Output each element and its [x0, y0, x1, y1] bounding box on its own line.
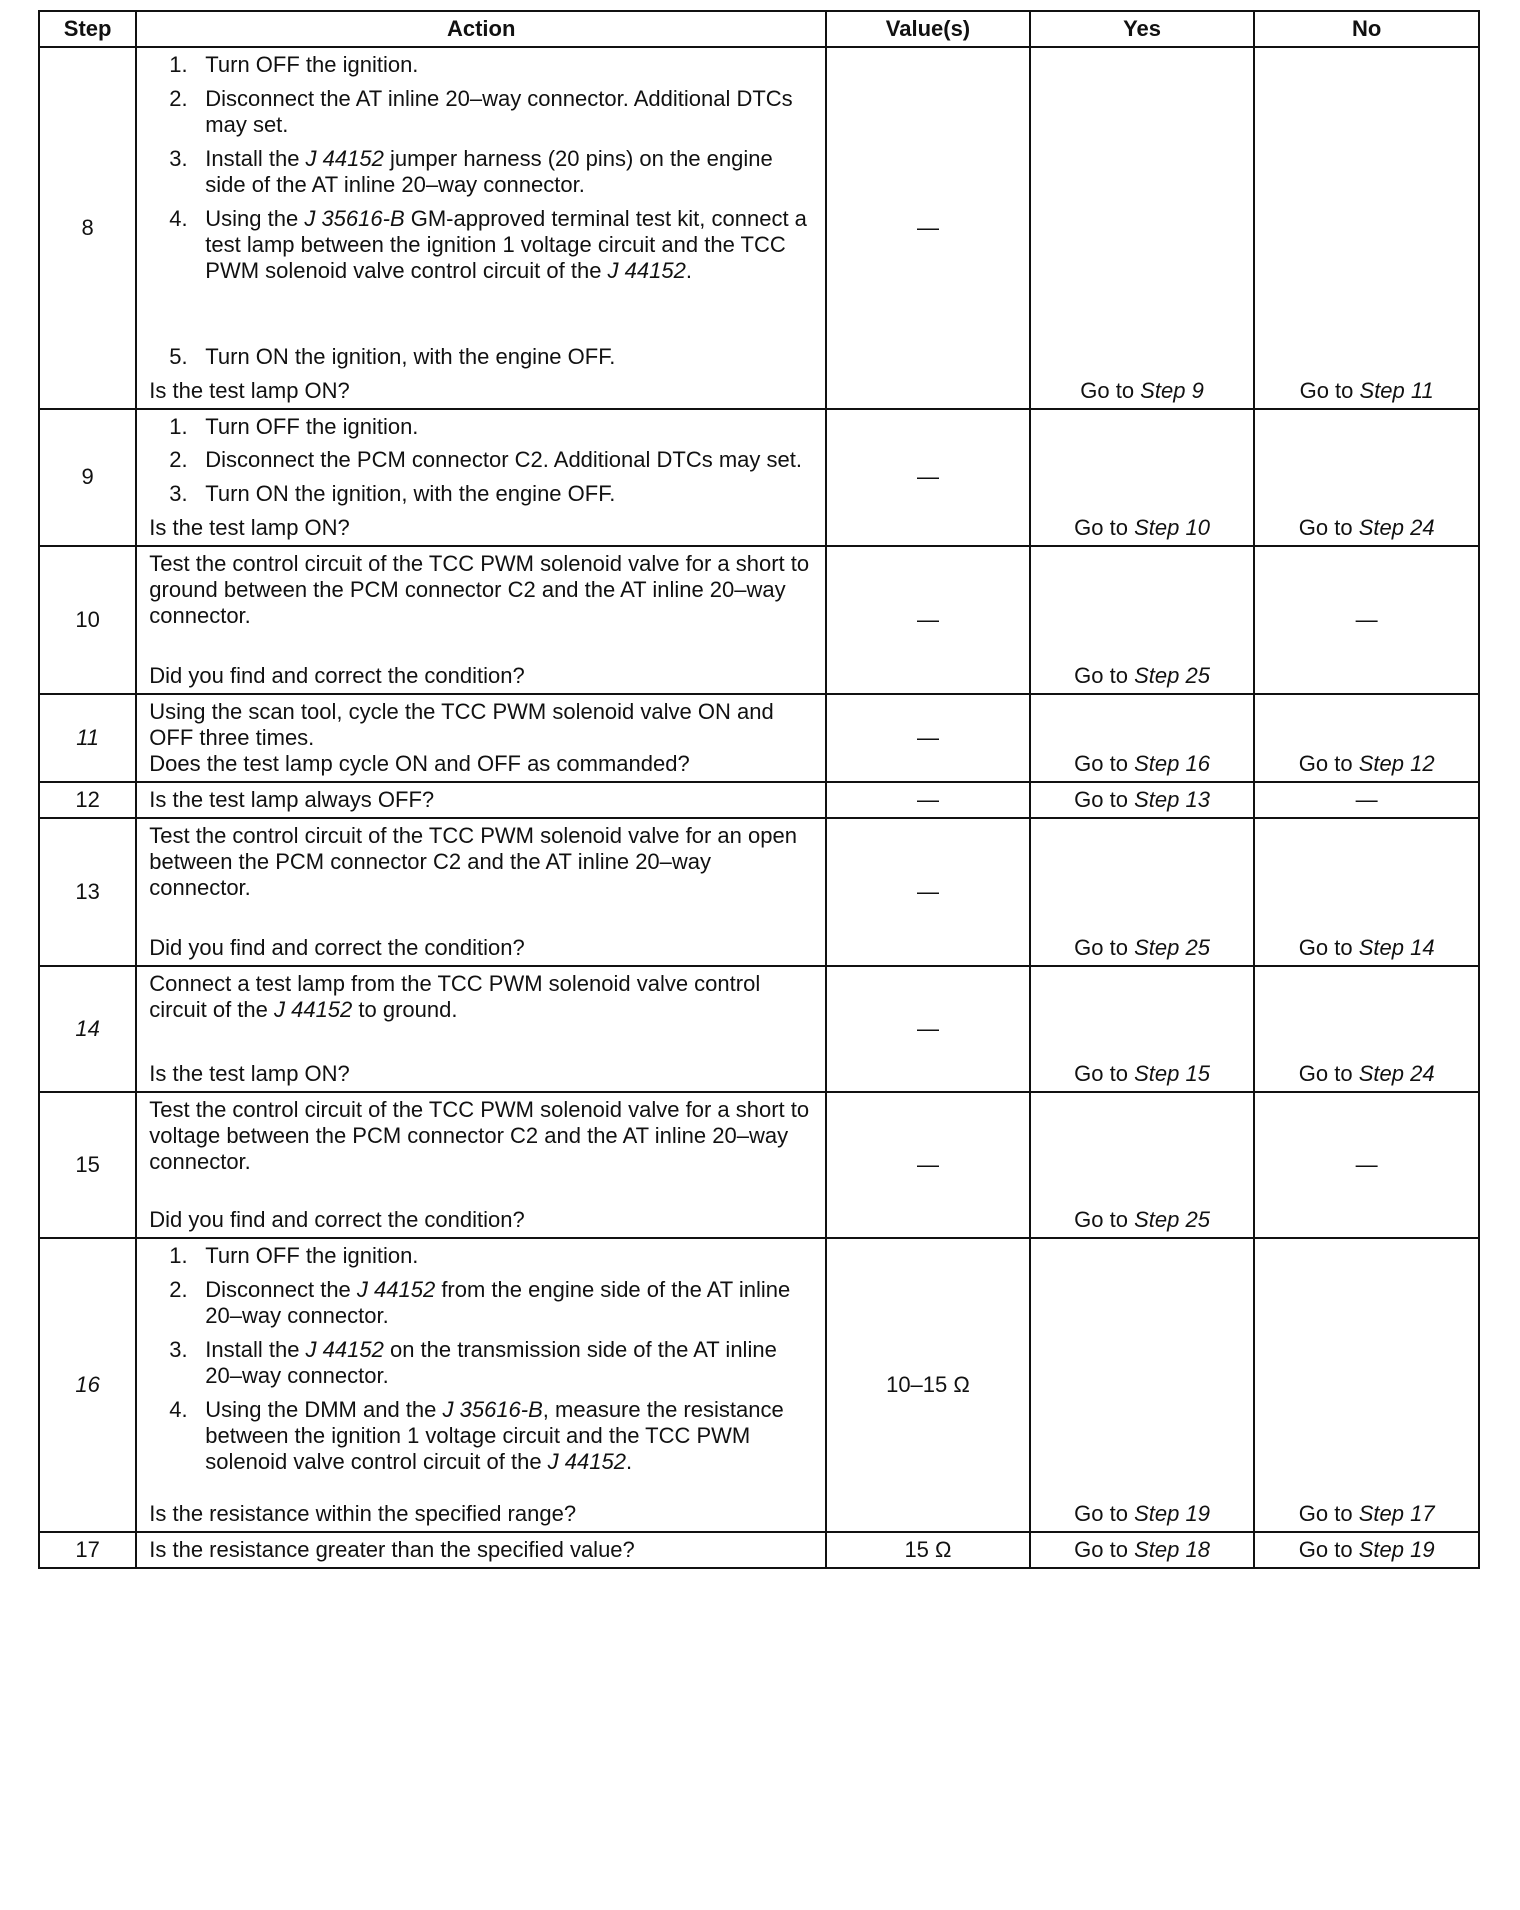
header-action: Action — [136, 11, 826, 47]
tool-reference: J 35616-B — [442, 1396, 543, 1422]
action-text: to ground. — [352, 997, 458, 1023]
item-number: 1. — [169, 413, 188, 439]
no-cell — [1254, 1092, 1479, 1238]
no-goto — [1255, 378, 1478, 404]
action-step-item — [149, 1337, 817, 1389]
step-word: Step — [1359, 377, 1405, 403]
action-question: Is the test lamp ON? — [149, 377, 350, 403]
table-row — [39, 1238, 1479, 1532]
action-cell — [136, 818, 826, 966]
action-description: Test the control circuit of the TCC PWM solenoid valve for an open between the PCM connector C2 and the AT inline 20–way connector. — [149, 823, 797, 901]
action-question: Did you find and correct the condition? — [149, 663, 525, 689]
action-text: Disconnect the AT inline 20–way connector. Additional DTCs may set. — [205, 85, 793, 137]
yes-goto — [1031, 1537, 1254, 1563]
action-text: Install the — [205, 1337, 306, 1363]
action-text: Disconnect the PCM connector C2. Additional DTCs may set. — [205, 447, 802, 473]
table-row — [39, 782, 1479, 818]
no-goto — [1255, 1501, 1478, 1527]
step-number: 15 — [39, 1092, 136, 1238]
step-number: 14 — [39, 966, 136, 1092]
no-cell — [1254, 546, 1479, 694]
yes-goto — [1031, 378, 1254, 404]
action-cell — [136, 966, 826, 1092]
action-description: Test the control circuit of the TCC PWM solenoid valve for a short to ground between the PCM connector C2 and the AT inline 20–way connector. — [149, 551, 810, 629]
value-cell: — — [826, 966, 1030, 1092]
no-goto — [1255, 1061, 1478, 1087]
step-word: Step — [1134, 751, 1180, 777]
no-dash: — — [1355, 787, 1378, 813]
step-word: Step — [1358, 1537, 1404, 1563]
item-number: 4. — [169, 1396, 188, 1422]
item-number: 5. — [169, 343, 188, 369]
table-row — [39, 694, 1479, 782]
header-values: Value(s) — [826, 11, 1030, 47]
step-word: Step — [1358, 1061, 1404, 1087]
action-step-item — [149, 206, 817, 284]
action-text: GM-approved terminal test kit, connect a test lamp between the ignition 1 voltage circuit and the TCC PWM solenoid valve control circuit of the — [205, 205, 807, 283]
tool-reference: J 44152 — [305, 145, 384, 171]
no-cell — [1254, 47, 1479, 409]
yes-cell — [1030, 782, 1255, 818]
action-step-item — [149, 86, 817, 138]
no-dash: — — [1355, 1152, 1378, 1178]
action-text: Turn OFF the ignition. — [205, 413, 419, 439]
step-number: 12 — [39, 782, 136, 818]
no-goto — [1255, 1537, 1478, 1563]
action-text: Turn OFF the ignition. — [205, 1243, 419, 1269]
goto-label: Go to — [1298, 1537, 1359, 1563]
tool-reference: J 44152 — [273, 997, 353, 1023]
action-text: . — [625, 1448, 633, 1474]
header-no: No — [1254, 11, 1479, 47]
target-step-number: 25 — [1185, 1207, 1210, 1233]
target-step-number: 10 — [1185, 515, 1210, 541]
step-word: Step — [1134, 515, 1180, 541]
action-text: jumper harness (20 pins) on the engine side of the AT inline 20–way connector. — [205, 145, 773, 197]
target-step-number: 25 — [1185, 935, 1210, 961]
action-question: Does the test lamp cycle ON and OFF as commanded? — [149, 751, 690, 777]
goto-label: Go to — [1074, 1501, 1135, 1527]
action-text: Turn OFF the ignition. — [205, 52, 419, 77]
item-number: 2. — [169, 1277, 188, 1303]
no-goto — [1255, 515, 1478, 541]
action-step-item — [149, 1397, 817, 1475]
action-question: Is the test lamp always OFF? — [149, 787, 435, 813]
goto-label: Go to — [1299, 377, 1360, 403]
table-row — [39, 1532, 1479, 1568]
value-cell: — — [826, 694, 1030, 782]
yes-cell — [1030, 1238, 1255, 1532]
target-step-number: 17 — [1410, 1501, 1435, 1527]
goto-label: Go to — [1074, 1207, 1135, 1233]
action-description — [149, 971, 817, 1023]
step-number: 11 — [39, 694, 136, 782]
no-cell — [1254, 782, 1479, 818]
action-cell — [136, 1532, 826, 1568]
table-row — [39, 818, 1479, 966]
action-step-item — [149, 1243, 817, 1269]
no-goto — [1255, 751, 1478, 777]
item-number: 1. — [169, 1243, 188, 1269]
yes-cell — [1030, 1092, 1255, 1238]
yes-cell — [1030, 966, 1255, 1092]
yes-goto — [1031, 515, 1254, 541]
item-number: 2. — [169, 447, 188, 473]
tool-reference: J 44152 — [607, 257, 686, 283]
header-step: Step — [39, 11, 136, 47]
header-row — [39, 11, 1479, 47]
yes-cell — [1030, 694, 1255, 782]
action-cell — [136, 1238, 826, 1532]
item-number: 3. — [169, 481, 188, 507]
value-cell: — — [826, 409, 1030, 547]
action-step-item — [149, 447, 817, 473]
table-row — [39, 1092, 1479, 1238]
action-question: Is the test lamp ON? — [149, 515, 350, 541]
no-cell — [1254, 818, 1479, 966]
goto-label: Go to — [1298, 1501, 1359, 1527]
step-number: 10 — [39, 546, 136, 694]
yes-goto — [1031, 1061, 1254, 1087]
action-text: Connect a test lamp from the TCC PWM solenoid valve control circuit of the — [149, 971, 761, 1023]
tool-reference: J 44152 — [305, 1337, 384, 1363]
action-question: Is the resistance greater than the specified value? — [149, 1537, 635, 1563]
action-cell — [136, 1092, 826, 1238]
action-cell — [136, 47, 826, 409]
step-number: 16 — [39, 1238, 136, 1532]
table-row — [39, 409, 1479, 547]
no-dash: — — [1355, 607, 1378, 633]
step-word: Step — [1358, 751, 1404, 777]
no-goto — [1255, 935, 1478, 961]
action-question: Is the test lamp ON? — [149, 1061, 350, 1087]
no-cell — [1254, 966, 1479, 1092]
step-word: Step — [1134, 787, 1180, 813]
tool-reference: J 44152 — [547, 1448, 626, 1474]
step-word: Step — [1134, 1501, 1180, 1527]
action-text: , measure the resistance between the ignition 1 voltage circuit and the TCC PWM solenoid valve control circuit of the — [205, 1396, 784, 1474]
target-step-number: 16 — [1185, 751, 1210, 777]
goto-label: Go to — [1080, 377, 1141, 403]
action-step-item — [149, 52, 817, 78]
step-number: 8 — [39, 47, 136, 409]
goto-label: Go to — [1074, 751, 1135, 777]
value-cell: — — [826, 546, 1030, 694]
value-cell: 15 Ω — [826, 1532, 1030, 1568]
item-number: 1. — [169, 52, 188, 77]
yes-cell — [1030, 546, 1255, 694]
yes-goto — [1031, 1207, 1254, 1233]
diagnostic-table — [38, 10, 1480, 1569]
step-number: 9 — [39, 409, 136, 547]
value-cell: 10–15 Ω — [826, 1238, 1030, 1532]
header-yes: Yes — [1030, 11, 1255, 47]
yes-cell — [1030, 409, 1255, 547]
tool-reference: J 35616-B — [304, 205, 405, 231]
action-cell — [136, 694, 826, 782]
goto-label: Go to — [1074, 663, 1135, 689]
action-step-item — [149, 481, 817, 507]
tool-reference: J 44152 — [356, 1277, 436, 1303]
step-number: 13 — [39, 818, 136, 966]
no-cell — [1254, 694, 1479, 782]
yes-goto — [1031, 663, 1254, 689]
step-word: Step — [1134, 1537, 1180, 1563]
action-text: Using the DMM and the — [205, 1396, 443, 1422]
target-step-number: 24 — [1410, 515, 1435, 541]
goto-label: Go to — [1074, 935, 1135, 961]
target-step-number: 19 — [1410, 1537, 1435, 1563]
action-step-item — [149, 1277, 817, 1329]
target-step-number: 12 — [1410, 751, 1435, 777]
no-cell — [1254, 409, 1479, 547]
goto-label: Go to — [1298, 751, 1359, 777]
action-cell — [136, 546, 826, 694]
yes-goto — [1031, 935, 1254, 961]
step-word: Step — [1358, 515, 1404, 541]
step-word: Step — [1134, 1061, 1180, 1087]
action-question: Did you find and correct the condition? — [149, 935, 525, 961]
yes-cell — [1030, 47, 1255, 409]
item-number: 3. — [169, 145, 188, 171]
item-number: 4. — [169, 205, 188, 231]
step-word: Step — [1134, 1207, 1180, 1233]
action-text: Turn ON the ignition, with the engine OFF. — [205, 481, 616, 507]
goto-label: Go to — [1074, 515, 1135, 541]
yes-cell — [1030, 1532, 1255, 1568]
yes-goto — [1031, 1501, 1254, 1527]
action-cell — [136, 409, 826, 547]
step-word: Step — [1134, 935, 1180, 961]
step-number: 17 — [39, 1532, 136, 1568]
action-question: Did you find and correct the condition? — [149, 1207, 525, 1233]
item-number: 2. — [169, 85, 188, 111]
action-text: from the engine side of the AT inline 20–way connector. — [205, 1277, 791, 1329]
target-step-number: 24 — [1410, 1061, 1435, 1087]
action-text: on the transmission side of the AT inline 20–way connector. — [205, 1337, 777, 1388]
action-description: Test the control circuit of the TCC PWM solenoid valve for a short to voltage between the PCM connector C2 and the AT inline 20–way connector. — [149, 1097, 810, 1175]
target-step-number: 15 — [1185, 1061, 1210, 1087]
item-number: 3. — [169, 1337, 188, 1363]
action-question: Is the resistance within the specified range? — [149, 1501, 577, 1527]
action-text: Using the — [205, 205, 305, 231]
value-cell: — — [826, 1092, 1030, 1238]
goto-label: Go to — [1298, 1061, 1359, 1087]
target-step-number: 25 — [1185, 663, 1210, 689]
action-cell — [136, 782, 826, 818]
table-row — [39, 47, 1479, 409]
action-step-item — [149, 414, 817, 440]
goto-label: Go to — [1074, 1537, 1135, 1563]
yes-cell — [1030, 818, 1255, 966]
no-cell — [1254, 1532, 1479, 1568]
no-cell — [1254, 1238, 1479, 1532]
step-word: Step — [1358, 1501, 1404, 1527]
action-text: . — [685, 257, 692, 283]
target-step-number: 14 — [1410, 935, 1435, 961]
target-step-number: 13 — [1185, 787, 1210, 813]
table-row — [39, 966, 1479, 1092]
value-cell: — — [826, 47, 1030, 409]
action-description: Using the scan tool, cycle the TCC PWM solenoid valve ON and OFF three times. — [149, 699, 774, 751]
step-word: Step — [1134, 663, 1180, 689]
action-step-item — [149, 146, 817, 198]
target-step-number: 19 — [1185, 1501, 1210, 1527]
yes-goto — [1031, 751, 1254, 777]
step-word: Step — [1358, 935, 1404, 961]
action-step-item — [149, 344, 817, 370]
goto-label: Go to — [1074, 787, 1135, 813]
target-step-number: 9 — [1191, 377, 1204, 403]
target-step-number: 18 — [1185, 1537, 1210, 1563]
action-text: Disconnect the — [205, 1277, 357, 1303]
goto-label: Go to — [1298, 935, 1359, 961]
action-text: Install the — [205, 145, 306, 171]
goto-label: Go to — [1298, 515, 1359, 541]
target-step-number: 11 — [1410, 377, 1434, 403]
step-word: Step — [1140, 377, 1186, 403]
action-text: Turn ON the ignition, with the engine OFF. — [205, 343, 616, 369]
value-cell: — — [826, 782, 1030, 818]
yes-goto — [1031, 787, 1254, 813]
goto-label: Go to — [1074, 1061, 1135, 1087]
table-row — [39, 546, 1479, 694]
value-cell: — — [826, 818, 1030, 966]
